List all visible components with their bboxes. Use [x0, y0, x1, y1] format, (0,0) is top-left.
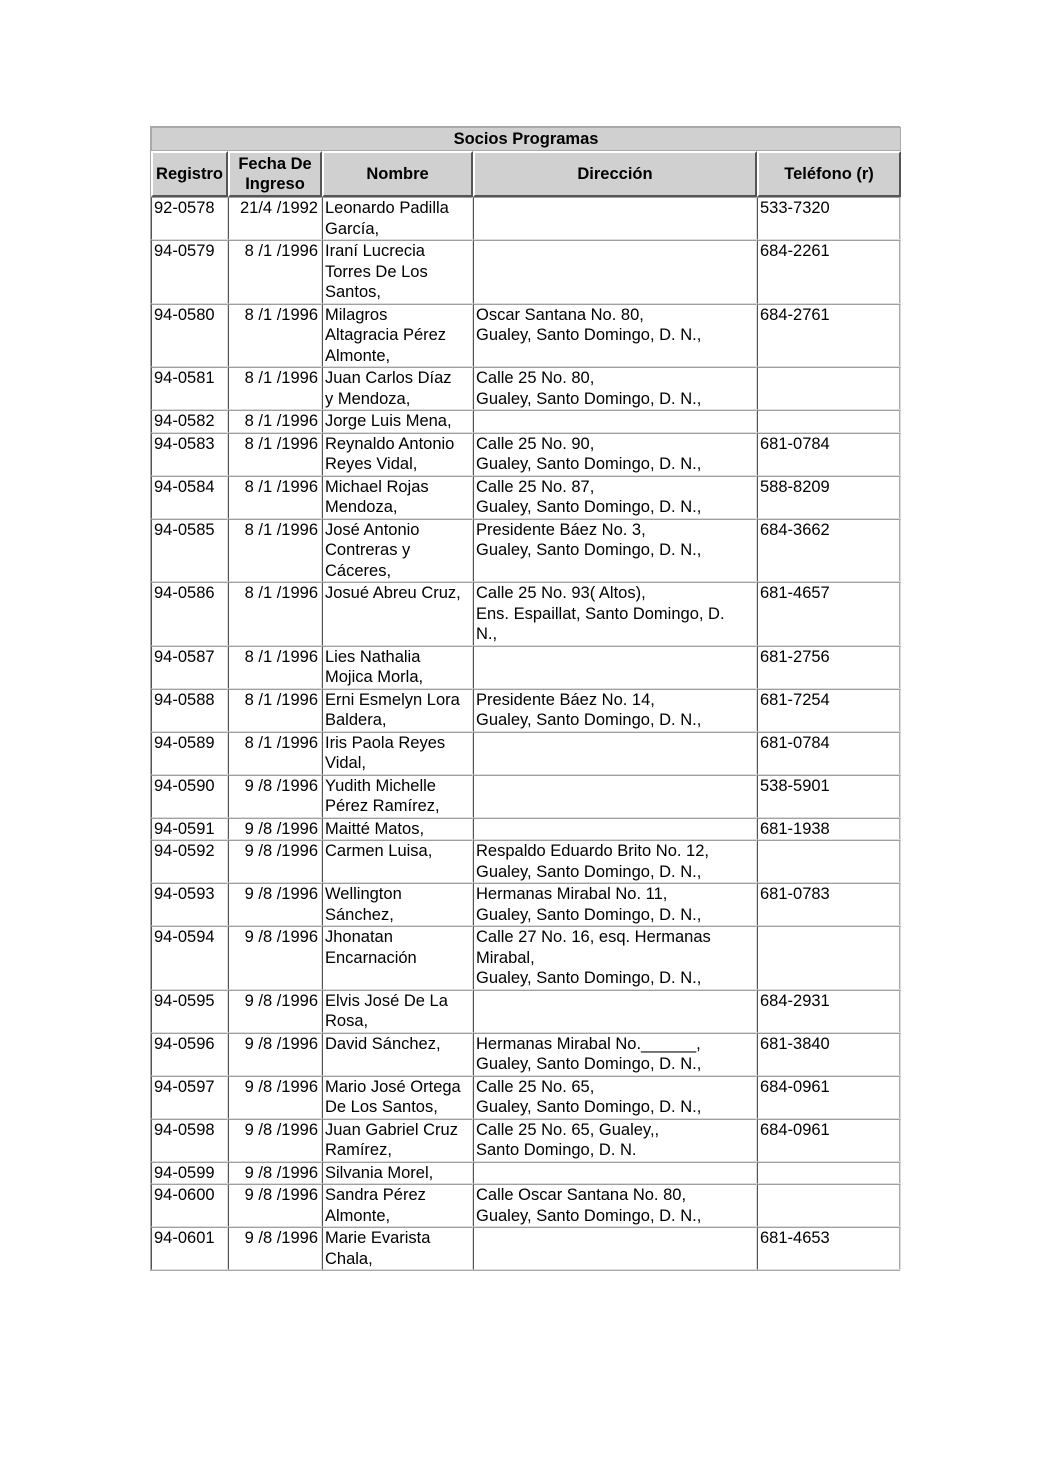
telefono-cell: 533-7320 [757, 197, 901, 240]
registro-cell: 94-0587 [151, 646, 228, 689]
direccion-cell [473, 732, 757, 775]
direccion-cell: Oscar Santana No. 80, Gualey, Santo Domingo, D. N., [473, 304, 757, 368]
registro-cell: 94-0600 [151, 1184, 228, 1227]
registro-cell: 94-0595 [151, 990, 228, 1033]
telefono-cell: 681-4653 [757, 1227, 901, 1270]
telefono-cell: 681-7254 [757, 689, 901, 732]
registro-cell: 94-0592 [151, 840, 228, 883]
nombre-cell: Sandra Pérez Almonte, [322, 1184, 473, 1227]
table-body [151, 197, 901, 1270]
direccion-cell [473, 1227, 757, 1270]
table-row [151, 689, 901, 732]
table-row [151, 410, 901, 433]
telefono-cell [757, 1184, 901, 1227]
direccion-cell [473, 240, 757, 304]
registro-cell: 94-0596 [151, 1033, 228, 1076]
telefono-cell: 681-2756 [757, 646, 901, 689]
fecha-cell: 8 /1 /1996 [228, 367, 322, 410]
nombre-cell: Marie Evarista Chala, [322, 1227, 473, 1270]
table-row [151, 646, 901, 689]
table-row [151, 840, 901, 883]
telefono-cell: 684-2761 [757, 304, 901, 368]
table-row [151, 1227, 901, 1270]
fecha-cell: 9 /8 /1996 [228, 840, 322, 883]
fecha-cell: 9 /8 /1996 [228, 1162, 322, 1185]
nombre-cell: Michael Rojas Mendoza, [322, 476, 473, 519]
registro-cell: 94-0591 [151, 818, 228, 841]
nombre-cell: Josué Abreu Cruz, [322, 582, 473, 646]
telefono-cell: 588-8209 [757, 476, 901, 519]
fecha-cell: 9 /8 /1996 [228, 883, 322, 926]
telefono-cell [757, 1162, 901, 1185]
fecha-cell: 9 /8 /1996 [228, 818, 322, 841]
registro-cell: 94-0580 [151, 304, 228, 368]
table-row [151, 1033, 901, 1076]
registro-cell: 94-0593 [151, 883, 228, 926]
registro-cell: 94-0599 [151, 1162, 228, 1185]
fecha-cell: 8 /1 /1996 [228, 519, 322, 583]
fecha-cell: 21/4 /1992 [228, 197, 322, 240]
telefono-cell: 684-2931 [757, 990, 901, 1033]
nombre-cell: Milagros Altagracia Pérez Almonte, [322, 304, 473, 368]
direccion-cell [473, 775, 757, 818]
header-row [151, 151, 901, 197]
table-row [151, 367, 901, 410]
table-row [151, 476, 901, 519]
fecha-cell: 8 /1 /1996 [228, 433, 322, 476]
registro-cell: 94-0594 [151, 926, 228, 990]
fecha-cell: 9 /8 /1996 [228, 1227, 322, 1270]
fecha-cell: 9 /8 /1996 [228, 990, 322, 1033]
table-row [151, 732, 901, 775]
registro-cell: 94-0586 [151, 582, 228, 646]
direccion-cell [473, 990, 757, 1033]
registro-cell: 94-0590 [151, 775, 228, 818]
nombre-cell: David Sánchez, [322, 1033, 473, 1076]
direccion-cell: Calle 27 No. 16, esq. Hermanas Mirabal, Gualey, Santo Domingo, D. N., [473, 926, 757, 990]
direccion-cell [473, 410, 757, 433]
telefono-cell: 684-0961 [757, 1119, 901, 1162]
table-row [151, 990, 901, 1033]
nombre-cell: José Antonio Contreras y Cáceres, [322, 519, 473, 583]
table-row [151, 1162, 901, 1185]
nombre-cell: Maitté Matos, [322, 818, 473, 841]
table-row [151, 1076, 901, 1119]
table-row [151, 775, 901, 818]
nombre-cell: Mario José Ortega De Los Santos, [322, 1076, 473, 1119]
direccion-cell [473, 1162, 757, 1185]
fecha-cell: 8 /1 /1996 [228, 732, 322, 775]
members-table-frame [150, 126, 900, 1271]
table-row [151, 926, 901, 990]
header-direccion: Dirección [473, 151, 757, 197]
registro-cell: 92-0578 [151, 197, 228, 240]
telefono-cell: 538-5901 [757, 775, 901, 818]
table-row [151, 304, 901, 368]
nombre-cell: Reynaldo Antonio Reyes Vidal, [322, 433, 473, 476]
table-row [151, 240, 901, 304]
telefono-cell: 684-2261 [757, 240, 901, 304]
nombre-cell: Carmen Luisa, [322, 840, 473, 883]
header-nombre: Nombre [322, 151, 473, 197]
direccion-cell: Calle 25 No. 87, Gualey, Santo Domingo, D. N., [473, 476, 757, 519]
table-title: Socios Programas [151, 127, 901, 151]
fecha-cell: 8 /1 /1996 [228, 582, 322, 646]
fecha-cell: 8 /1 /1996 [228, 304, 322, 368]
table-row [151, 582, 901, 646]
direccion-cell: Calle 25 No. 90, Gualey, Santo Domingo, D. N., [473, 433, 757, 476]
fecha-cell: 9 /8 /1996 [228, 1033, 322, 1076]
table-row [151, 883, 901, 926]
header-telefono: Teléfono (r) [757, 151, 901, 197]
telefono-cell [757, 926, 901, 990]
registro-cell: 94-0579 [151, 240, 228, 304]
registro-cell: 94-0581 [151, 367, 228, 410]
registro-cell: 94-0598 [151, 1119, 228, 1162]
registro-cell: 94-0589 [151, 732, 228, 775]
table-row [151, 818, 901, 841]
registro-cell: 94-0601 [151, 1227, 228, 1270]
members-document [150, 126, 900, 1271]
direccion-cell: Calle 25 No. 65, Gualey,, Santo Domingo, D. N. [473, 1119, 757, 1162]
registro-cell: 94-0582 [151, 410, 228, 433]
nombre-cell: Elvis José De La Rosa, [322, 990, 473, 1033]
direccion-cell: Calle 25 No. 80, Gualey, Santo Domingo, D. N., [473, 367, 757, 410]
nombre-cell: Wellington Sánchez, [322, 883, 473, 926]
fecha-cell: 9 /8 /1996 [228, 926, 322, 990]
fecha-cell: 8 /1 /1996 [228, 646, 322, 689]
fecha-cell: 9 /8 /1996 [228, 1076, 322, 1119]
registro-cell: 94-0584 [151, 476, 228, 519]
fecha-cell: 9 /8 /1996 [228, 1184, 322, 1227]
table-row [151, 1184, 901, 1227]
direccion-cell [473, 818, 757, 841]
table-row [151, 519, 901, 583]
telefono-cell: 684-3662 [757, 519, 901, 583]
registro-cell: 94-0597 [151, 1076, 228, 1119]
direccion-cell: Presidente Báez No. 14, Gualey, Santo Domingo, D. N., [473, 689, 757, 732]
nombre-cell: Erni Esmelyn Lora Baldera, [322, 689, 473, 732]
registro-cell: 94-0588 [151, 689, 228, 732]
telefono-cell [757, 367, 901, 410]
registro-cell: 94-0585 [151, 519, 228, 583]
nombre-cell: Jhonatan Encarnación [322, 926, 473, 990]
telefono-cell: 681-0784 [757, 433, 901, 476]
direccion-cell [473, 646, 757, 689]
telefono-cell: 681-4657 [757, 582, 901, 646]
telefono-cell [757, 410, 901, 433]
direccion-cell: Hermanas Mirabal No.______, Gualey, Santo Domingo, D. N., [473, 1033, 757, 1076]
header-fecha-ingreso: Fecha De Ingreso [228, 151, 322, 197]
fecha-cell: 9 /8 /1996 [228, 775, 322, 818]
telefono-cell: 681-0783 [757, 883, 901, 926]
direccion-cell: Presidente Báez No. 3, Gualey, Santo Domingo, D. N., [473, 519, 757, 583]
direccion-cell [473, 197, 757, 240]
nombre-cell: Lies Nathalia Mojica Morla, [322, 646, 473, 689]
fecha-cell: 8 /1 /1996 [228, 410, 322, 433]
nombre-cell: Juan Carlos Díaz y Mendoza, [322, 367, 473, 410]
telefono-cell: 684-0961 [757, 1076, 901, 1119]
direccion-cell: Calle 25 No. 93( Altos), Ens. Espaillat, Santo Domingo, D. N., [473, 582, 757, 646]
direccion-cell: Hermanas Mirabal No. 11, Gualey, Santo Domingo, D. N., [473, 883, 757, 926]
nombre-cell: Yudith Michelle Pérez Ramírez, [322, 775, 473, 818]
table-row [151, 1119, 901, 1162]
telefono-cell: 681-1938 [757, 818, 901, 841]
nombre-cell: Juan Gabriel Cruz Ramírez, [322, 1119, 473, 1162]
fecha-cell: 8 /1 /1996 [228, 689, 322, 732]
registro-cell: 94-0583 [151, 433, 228, 476]
direccion-cell: Calle 25 No. 65, Gualey, Santo Domingo, D. N., [473, 1076, 757, 1119]
table-row [151, 197, 901, 240]
nombre-cell: Iraní Lucrecia Torres De Los Santos, [322, 240, 473, 304]
nombre-cell: Jorge Luis Mena, [322, 410, 473, 433]
fecha-cell: 8 /1 /1996 [228, 240, 322, 304]
table-row [151, 433, 901, 476]
telefono-cell: 681-3840 [757, 1033, 901, 1076]
nombre-cell: Leonardo Padilla García, [322, 197, 473, 240]
telefono-cell: 681-0784 [757, 732, 901, 775]
fecha-cell: 8 /1 /1996 [228, 476, 322, 519]
direccion-cell: Calle Oscar Santana No. 80, Gualey, Santo Domingo, D. N., [473, 1184, 757, 1227]
telefono-cell [757, 840, 901, 883]
members-table [151, 127, 901, 1270]
fecha-cell: 9 /8 /1996 [228, 1119, 322, 1162]
direccion-cell: Respaldo Eduardo Brito No. 12, Gualey, Santo Domingo, D. N., [473, 840, 757, 883]
nombre-cell: Iris Paola Reyes Vidal, [322, 732, 473, 775]
nombre-cell: Silvania Morel, [322, 1162, 473, 1185]
header-registro: Registro [151, 151, 228, 197]
